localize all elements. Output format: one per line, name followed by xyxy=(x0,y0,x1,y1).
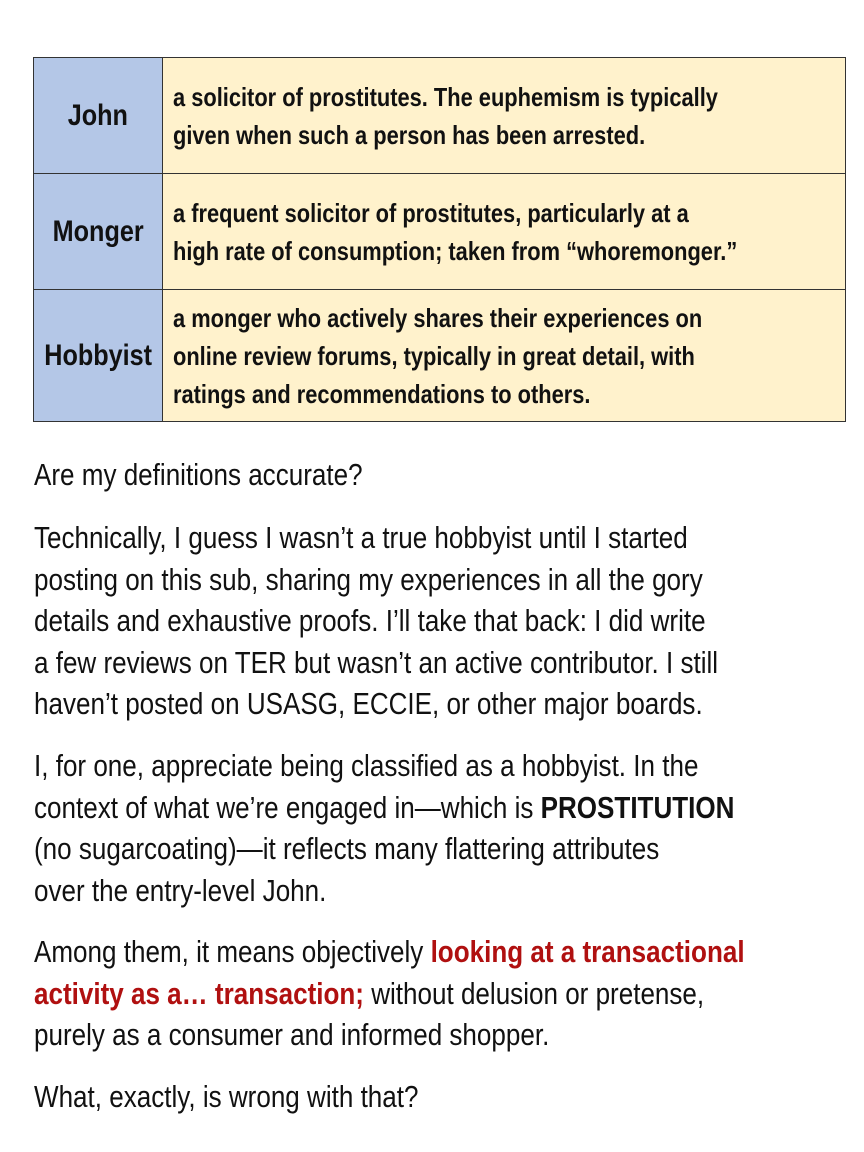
definition-cell xyxy=(163,174,846,290)
text-line: a few reviews on TER but wasn’t an active contributor. I still xyxy=(34,644,719,680)
definition-cell xyxy=(163,290,846,422)
paragraph-among-them xyxy=(34,931,745,1056)
table-row xyxy=(34,174,846,290)
text-line: Are my definitions accurate? xyxy=(34,457,363,492)
table-row xyxy=(34,290,846,422)
term-hobbyist: Hobbyist xyxy=(44,338,153,372)
text-line: posting on this sub, sharing my experiences in all the gory xyxy=(34,561,703,597)
definition-line: a solicitor of prostitutes. The euphemism is typically xyxy=(173,81,719,112)
text-line: over the entry-level John. xyxy=(34,872,327,908)
text-segment: Among them, it means objectively xyxy=(34,934,431,969)
paragraph-technically xyxy=(34,517,718,725)
text-line: I, for one, appreciate being classified as a hobbyist. In the xyxy=(34,748,699,783)
red-emphasis: activity as a… transaction; xyxy=(34,975,364,1011)
text-line xyxy=(34,973,745,1015)
text-line: What, exactly, is wrong with that? xyxy=(34,1079,419,1114)
definition-line: ratings and recommendations to others. xyxy=(173,378,591,409)
text-segment: without delusion or pretense, xyxy=(363,975,705,1011)
paragraph-classified xyxy=(34,745,734,911)
paragraph-question xyxy=(34,454,363,496)
definition-line: high rate of consumption; taken from “whoremonger.” xyxy=(173,235,738,266)
term-cell xyxy=(34,174,163,290)
text-segment: context of what we’re engaged in—which is xyxy=(34,789,541,825)
text-line: purely as a consumer and informed shopper. xyxy=(34,1017,550,1052)
term-cell xyxy=(34,290,163,422)
definition-line: online review forums, typically in great detail, with xyxy=(173,340,696,371)
text-line xyxy=(34,787,734,829)
red-emphasis: looking at a transactional xyxy=(430,934,745,969)
definition-line: given when such a person has been arrested. xyxy=(173,119,646,150)
table-row xyxy=(34,58,846,174)
bold-emphasis: PROSTITUTION xyxy=(540,789,735,825)
text-line: (no sugarcoating)—it reflects many flattering attributes xyxy=(34,831,660,866)
term-cell xyxy=(34,58,163,174)
term-monger: Monger xyxy=(52,214,144,248)
text-line: details and exhaustive proofs. I’ll take that back: I did write xyxy=(34,603,706,638)
text-line xyxy=(34,931,745,973)
text-line: haven’t posted on USASG, ECCIE, or other major boards. xyxy=(34,686,703,721)
definition-line: a frequent solicitor of prostitutes, particularly at a xyxy=(173,197,690,228)
paragraph-closing-question xyxy=(34,1076,418,1118)
definitions-table xyxy=(33,57,846,422)
definition-line: a monger who actively shares their experiences on xyxy=(173,302,703,333)
term-john: John xyxy=(68,98,129,132)
definition-cell xyxy=(163,58,846,174)
text-line: Technically, I guess I wasn’t a true hobbyist until I started xyxy=(34,520,688,555)
